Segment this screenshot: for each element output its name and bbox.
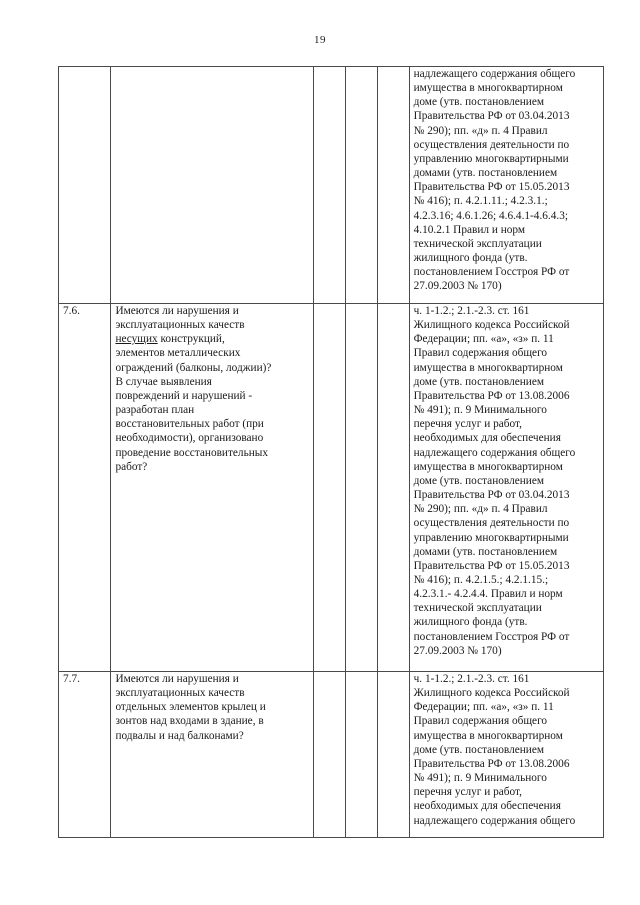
row-number: 7.7.: [59, 672, 111, 838]
row-number: 7.6.: [59, 304, 111, 672]
legal-reference-line: № 290); пп. «д» п. 4 Правил: [413, 124, 548, 137]
answer-cell-yes: [314, 672, 346, 838]
checklist-table: [58, 66, 604, 838]
legal-reference-line: Правительства РФ от 15.05.2013: [413, 559, 570, 572]
legal-reference-line: Правил содержания общего: [413, 715, 548, 728]
question-line: разработан план: [115, 404, 195, 417]
legal-reference-line: необходимых для обеспечения: [413, 432, 561, 445]
legal-reference-line: доме (утв. постановлением: [413, 743, 544, 756]
legal-reference-line: управлению многоквартирными: [413, 152, 569, 165]
legal-reference-line: осуществления деятельности по: [413, 138, 570, 151]
question-cell: [111, 67, 314, 304]
answer-cell-no: [345, 672, 377, 838]
legal-reference-line: перечня услуг и работ,: [413, 786, 522, 799]
answer-cell-yes: [314, 67, 346, 304]
legal-reference-line: надлежащего содержания общего: [413, 814, 576, 827]
legal-reference-cell: [409, 304, 603, 672]
question-cell: [111, 304, 314, 672]
question-cell: [111, 672, 314, 838]
legal-reference-line: необходимых для обеспечения: [413, 800, 561, 813]
answer-cell-na: [377, 672, 409, 838]
legal-reference-line: доме (утв. постановлением: [413, 375, 544, 388]
question-line: Имеются ли нарушения и: [115, 305, 239, 317]
legal-reference-line: управлению многоквартирными: [413, 531, 569, 544]
question-line: несущих конструкций,: [115, 333, 225, 346]
question-line: подвалы и над балконами?: [115, 729, 244, 742]
answer-cell-no: [345, 304, 377, 672]
question-line: Имеются ли нарушения и: [115, 673, 239, 685]
legal-reference-line: 27.09.2003 № 170): [413, 644, 502, 657]
legal-reference-line: надлежащего содержания общего: [413, 446, 576, 459]
legal-reference-line: 4.10.2.1 Правил и норм: [413, 223, 526, 236]
table-row: [59, 672, 604, 838]
legal-reference-line: Федерации; пп. «а», «з» п. 11: [413, 333, 554, 346]
legal-reference-line: домами (утв. постановлением: [413, 167, 558, 180]
legal-reference-line: Правил содержания общего: [413, 347, 548, 360]
legal-reference-line: Правительства РФ от 03.04.2013: [413, 110, 570, 123]
table-row: [59, 67, 604, 304]
question-line: работ?: [115, 460, 148, 473]
legal-reference-line: постановлением Госстроя РФ от: [413, 630, 570, 643]
legal-reference-line: домами (утв. постановлением: [413, 545, 558, 558]
legal-reference-line: технической эксплуатации: [413, 237, 542, 250]
legal-reference-line: доме (утв. постановлением: [413, 96, 544, 109]
question-line: необходимости), организовано: [115, 432, 264, 445]
row-number: [59, 67, 111, 304]
legal-reference-line: имущества в многоквартирном: [413, 729, 563, 742]
question-line: проведение восстановительных: [115, 446, 269, 459]
legal-reference-line: 27.09.2003 № 170): [413, 280, 502, 293]
legal-reference-line: жилищного фонда (утв.: [413, 616, 528, 629]
legal-reference-line: Жилищного кодекса Российской: [413, 319, 570, 332]
legal-reference-line: 4.2.3.16; 4.6.1.26; 4.6.4.1-4.6.4.3;: [413, 209, 569, 222]
legal-reference-line: имущества в многоквартирном: [413, 361, 563, 374]
legal-reference-line: надлежащего содержания общего: [413, 68, 576, 80]
legal-reference-line: 4.2.3.1.- 4.2.4.4. Правил и норм: [413, 588, 563, 601]
legal-reference-line: ч. 1-1.2.; 2.1.-2.3. ст. 161: [413, 305, 530, 317]
question-line: зонтов над входами в здание, в: [115, 715, 264, 728]
question-line: ограждений (балконы, лоджии)?: [115, 361, 272, 374]
question-line: эксплуатационных качеств: [115, 687, 245, 700]
page-number: 19: [314, 34, 326, 46]
legal-reference-line: жилищного фонда (утв.: [413, 252, 528, 265]
legal-reference-line: № 416); п. 4.2.1.5.; 4.2.1.15.;: [413, 573, 549, 586]
legal-reference-line: доме (утв. постановлением: [413, 474, 544, 487]
question-line: восстановительных работ (при: [115, 418, 264, 431]
legal-reference-line: Жилищного кодекса Российской: [413, 687, 570, 700]
legal-reference-line: ч. 1-1.2.; 2.1.-2.3. ст. 161: [413, 673, 530, 685]
legal-reference-line: постановлением Госстроя РФ от: [413, 266, 570, 279]
legal-reference-line: Федерации; пп. «а», «з» п. 11: [413, 701, 554, 714]
question-line: эксплуатационных качеств: [115, 319, 245, 332]
legal-reference-cell: [409, 672, 603, 838]
legal-reference-line: Правительства РФ от 13.08.2006: [413, 757, 570, 770]
legal-reference-line: Правительства РФ от 13.08.2006: [413, 389, 570, 402]
legal-reference-line: технической эксплуатации: [413, 602, 542, 615]
answer-cell-yes: [314, 304, 346, 672]
question-line: повреждений и нарушений -: [115, 389, 253, 402]
underlined-word: несущих: [115, 333, 158, 346]
legal-reference-line: имущества в многоквартирном: [413, 82, 563, 95]
question-line: отдельных элементов крылец и: [115, 701, 266, 714]
legal-reference-line: Правительства РФ от 03.04.2013: [413, 489, 570, 502]
table-row: [59, 304, 604, 672]
legal-reference-line: № 290); пп. «д» п. 4 Правил: [413, 503, 548, 516]
question-line: элементов металлических: [115, 347, 241, 360]
legal-reference-line: № 491); п. 9 Минимального: [413, 404, 547, 417]
legal-reference-line: № 416); п. 4.2.1.11.; 4.2.3.1.;: [413, 195, 548, 208]
legal-reference-line: осуществления деятельности по: [413, 517, 570, 530]
question-line: В случае выявления: [115, 375, 212, 388]
legal-reference-cell: [409, 67, 603, 304]
legal-reference-line: Правительства РФ от 15.05.2013: [413, 181, 570, 194]
legal-reference-line: имущества в многоквартирном: [413, 460, 563, 473]
legal-reference-line: № 491); п. 9 Минимального: [413, 772, 547, 785]
answer-cell-na: [377, 304, 409, 672]
answer-cell-no: [345, 67, 377, 304]
legal-reference-line: перечня услуг и работ,: [413, 418, 522, 431]
answer-cell-na: [377, 67, 409, 304]
